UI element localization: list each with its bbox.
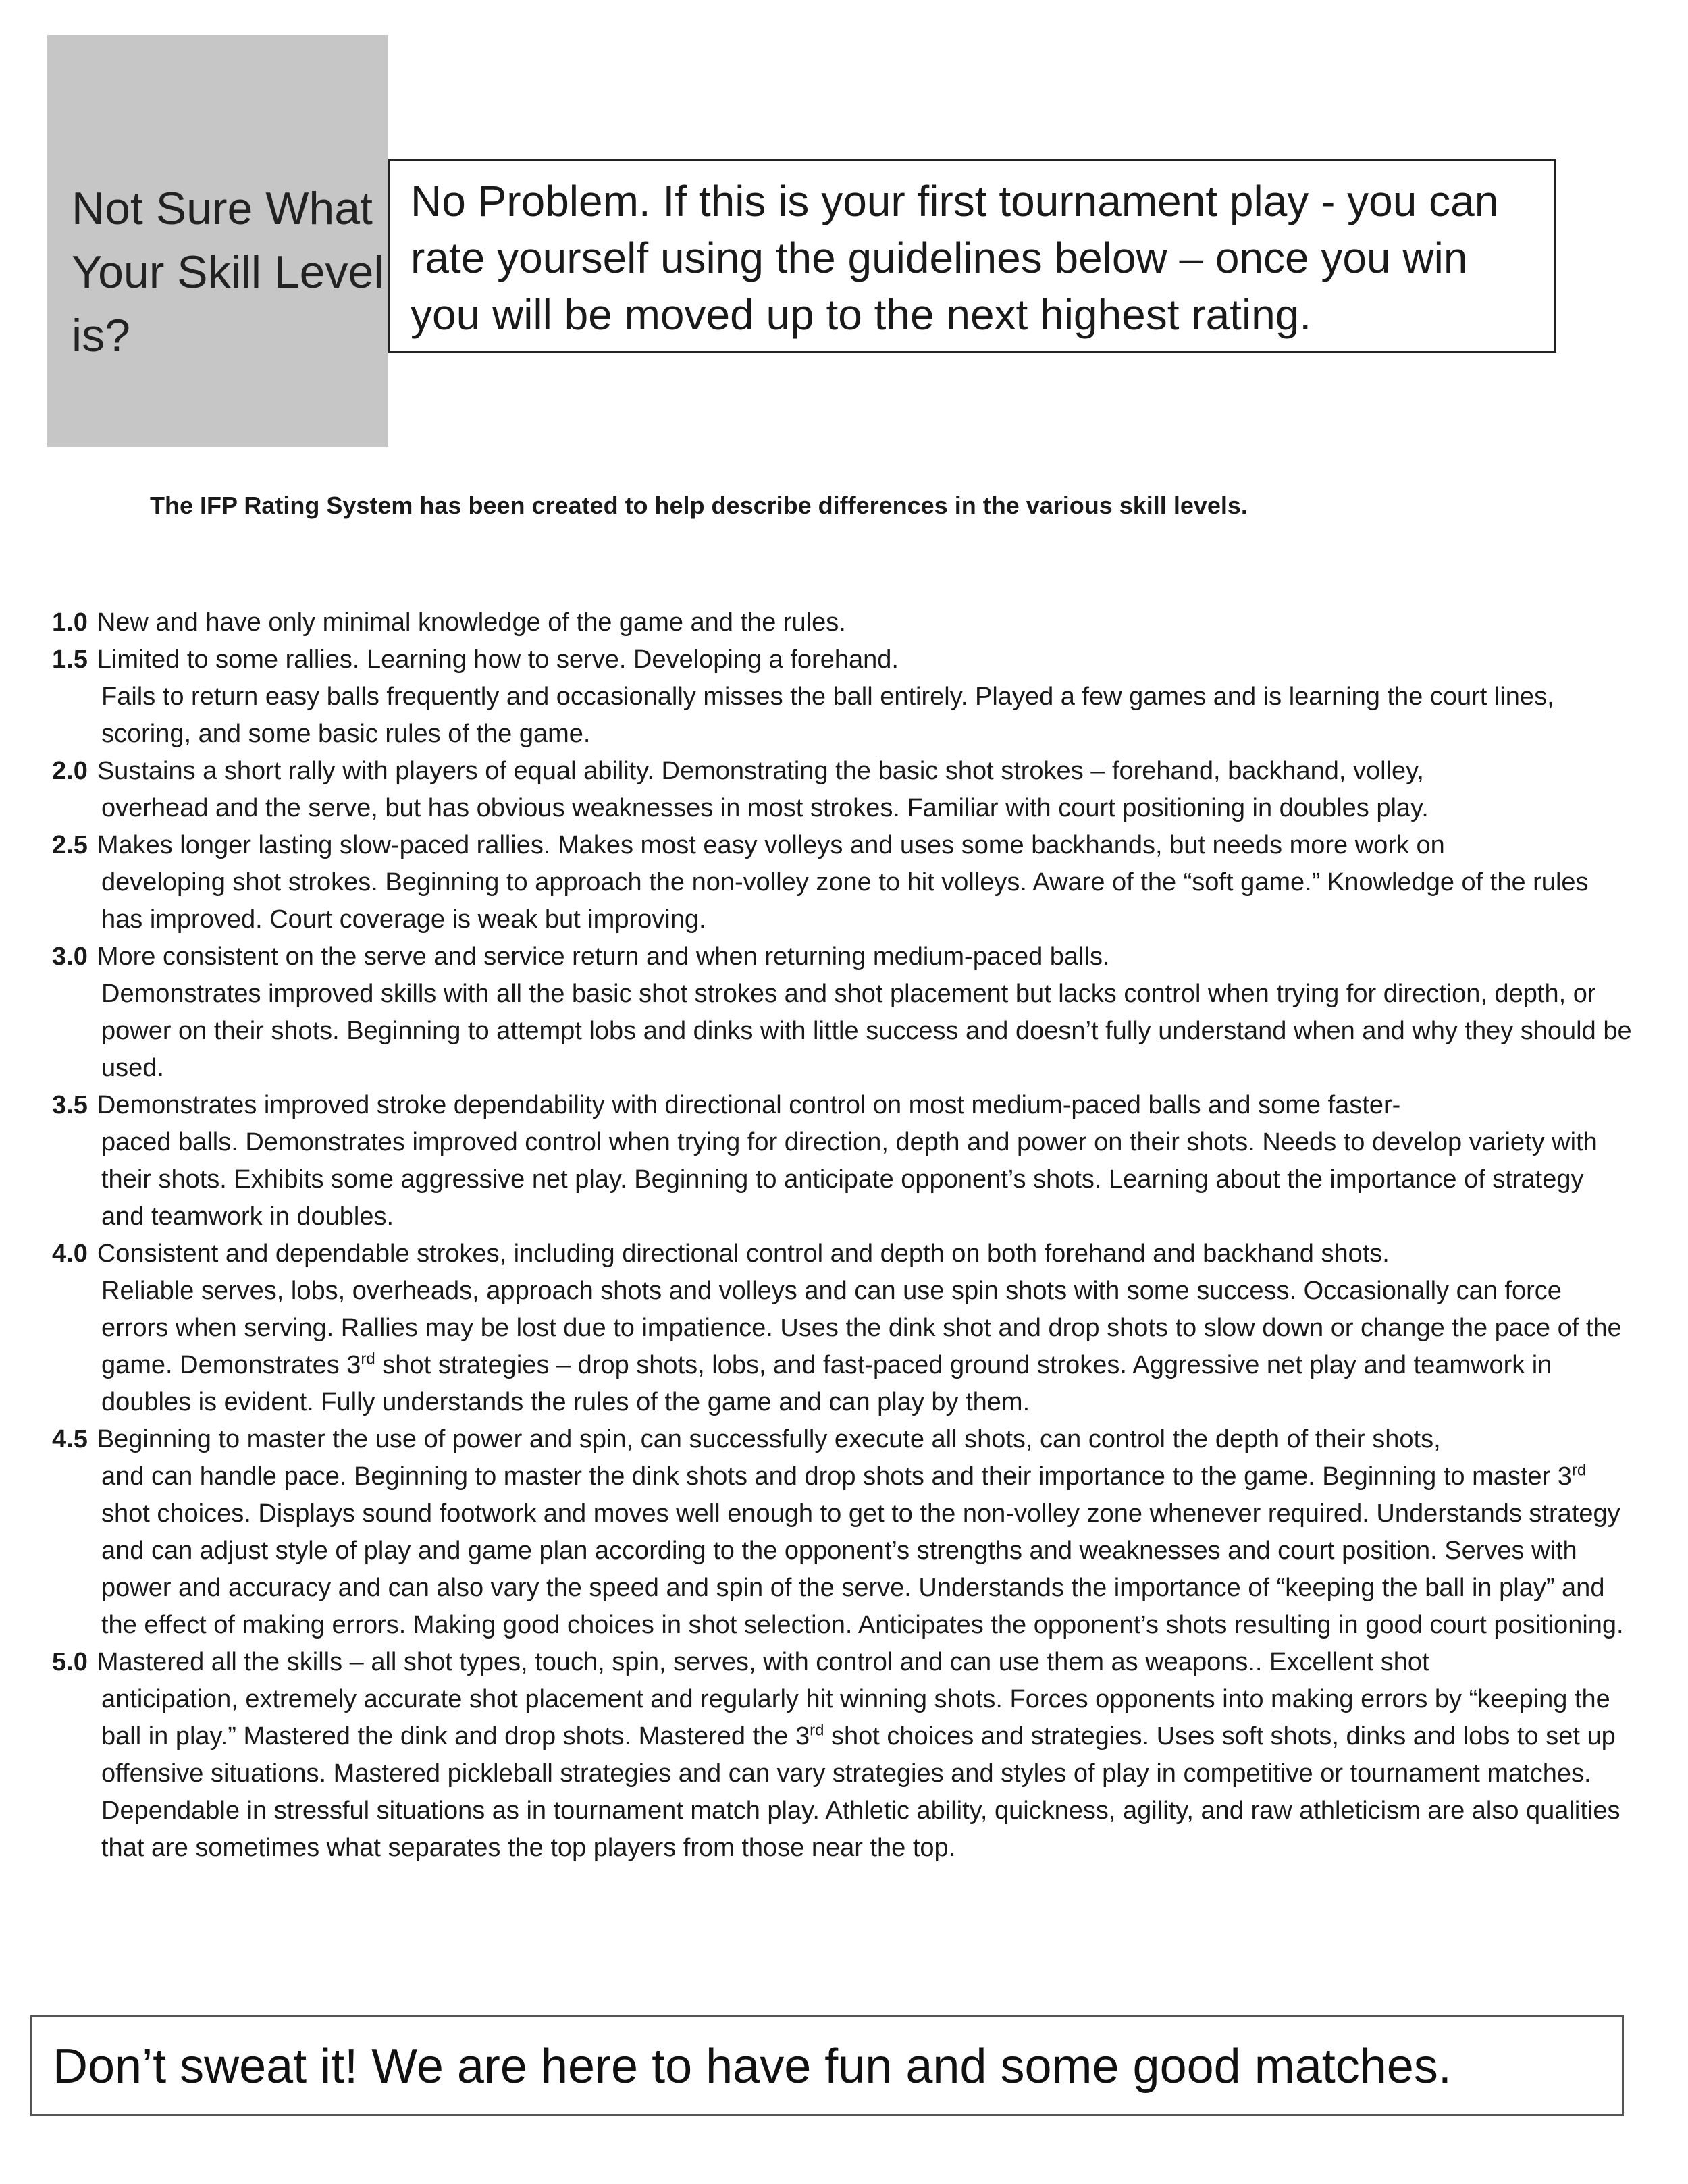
level-description: overhead and the serve, but has obvious weaknesses in most strokes. Familiar with court positioning in doubles play.	[101, 794, 1429, 822]
intro-text: No Problem. If this is your first tournament play - you can rate yourself using the guidelines below – once you win you will be moved up to the next highest rating.	[411, 177, 1499, 339]
question-box	[47, 35, 388, 447]
level-first-line: Sustains a short rally with players of equal ability. Demonstrating the basic shot strokes – forehand, backhand, volley,	[97, 757, 1424, 785]
skill-level-list	[52, 604, 1632, 1867]
level-code: 4.5	[52, 1425, 88, 1454]
level-code: 2.0	[52, 757, 88, 785]
skill-level-2-5	[52, 827, 1632, 938]
skill-level-4-5	[52, 1421, 1632, 1644]
level-code: 1.0	[52, 608, 88, 637]
level-code: 5.0	[52, 1648, 88, 1676]
skill-level-2-0	[52, 753, 1632, 827]
level-description: paced balls. Demonstrates improved control when trying for direction, depth and power on their shots. Needs to develop variety with their shots. Exhibits some aggressive net play. Beginning to anticipate opponent’s shots. Learning about the importance of strategy and teamwork in doubles.	[101, 1128, 1598, 1231]
level-description: Fails to return easy balls frequently and occasionally misses the ball entirely. Played a few games and is learning the court lines, scoring, and some basic rules of the game.	[101, 683, 1554, 748]
level-code: 3.0	[52, 942, 88, 971]
level-first-line: Beginning to master the use of power and spin, can successfully execute all shots, can control the depth of their shots,	[97, 1425, 1441, 1454]
footer-message: Don’t sweat it! We are here to have fun and some good matches.	[53, 2040, 1452, 2094]
question-title: Not Sure What Your Skill Level is?	[72, 183, 384, 361]
level-first-line: Makes longer lasting slow-paced rallies. Makes most easy volleys and uses some backhands, but needs more work on	[97, 831, 1445, 859]
footer-box	[30, 2015, 1624, 2116]
intro-box	[388, 159, 1556, 353]
level-code: 4.0	[52, 1240, 88, 1268]
level-first-line: New and have only minimal knowledge of the game and the rules.	[97, 608, 846, 637]
level-code: 2.5	[52, 831, 88, 859]
level-first-line: Demonstrates improved stroke dependability with directional control on most medium-paced balls and some faster-	[97, 1091, 1401, 1119]
level-description: Reliable serves, lobs, overheads, approach shots and volleys and can use spin shots with some success. Occasionally can force errors when serving. Rallies may be lost due to impatience. Uses the dink shot and drop shots to slow down or change the pace of the game. Demonstrates 3rd shot strategies – drop shots, lobs, and fast-paced ground strokes. Aggressive net play and teamwork in doubles is evident. Fully understands the rules of the game and can play by them.	[101, 1277, 1622, 1416]
skill-level-5-0	[52, 1644, 1632, 1867]
skill-level-3-5	[52, 1087, 1632, 1235]
rating-system-subheading: The IFP Rating System has been created to help describe differences in the various skill levels.	[150, 491, 1248, 519]
skill-level-3-0	[52, 938, 1632, 1087]
level-description: Demonstrates improved skills with all the basic shot strokes and shot placement but lacks control when trying for direction, depth, or power on their shots. Beginning to attempt lobs and dinks with little success and doesn’t fully understand when and why they should be used.	[101, 980, 1632, 1082]
level-first-line: Mastered all the skills – all shot types, touch, spin, serves, with control and can use them as weapons.. Excellent shot	[97, 1648, 1429, 1676]
level-description: developing shot strokes. Beginning to approach the non-volley zone to hit volleys. Aware of the “soft game.” Knowledge of the rules has improved. Court coverage is weak but improving.	[101, 868, 1589, 934]
level-code: 3.5	[52, 1091, 88, 1119]
skill-level-4-0	[52, 1235, 1632, 1421]
level-description: and can handle pace. Beginning to master the dink shots and drop shots and their importance to the game. Beginning to master 3rd shot choices. Displays sound footwork and moves well enough to get to the non-volley zone whenever required. Understands strategy and can adjust style of play and game plan according to the opponent’s strengths and weaknesses and court position. Serves with power and accuracy and can also vary the speed and spin of the serve. Understands the importance of “keeping the ball in play” and the effect of making errors. Making good choices in shot selection. Anticipates the opponent’s shots resulting in good court positioning.	[101, 1461, 1624, 1639]
level-first-line: Consistent and dependable strokes, including directional control and depth on both forehand and backhand shots.	[97, 1240, 1390, 1268]
skill-level-1-5	[52, 641, 1632, 753]
level-first-line: Limited to some rallies. Learning how to serve. Developing a forehand.	[97, 645, 899, 674]
skill-level-1-0	[52, 604, 1632, 641]
level-description: anticipation, extremely accurate shot placement and regularly hit winning shots. Forces opponents into making errors by “keeping the ball in play.” Mastered the dink and drop shots. Mastered the 3rd shot choices and strategies. Uses soft shots, dinks and lobs to set up offensive situations. Mastered pickleball strategies and can vary strategies and styles of play in competitive or tournament matches. Dependable in stressful situations as in tournament match play. Athletic ability, quickness, agility, and raw athleticism are also qualities that are sometimes what separates the top players from those near the top.	[101, 1685, 1620, 1862]
level-code: 1.5	[52, 645, 88, 674]
level-first-line: More consistent on the serve and service return and when returning medium-paced balls.	[97, 942, 1110, 971]
